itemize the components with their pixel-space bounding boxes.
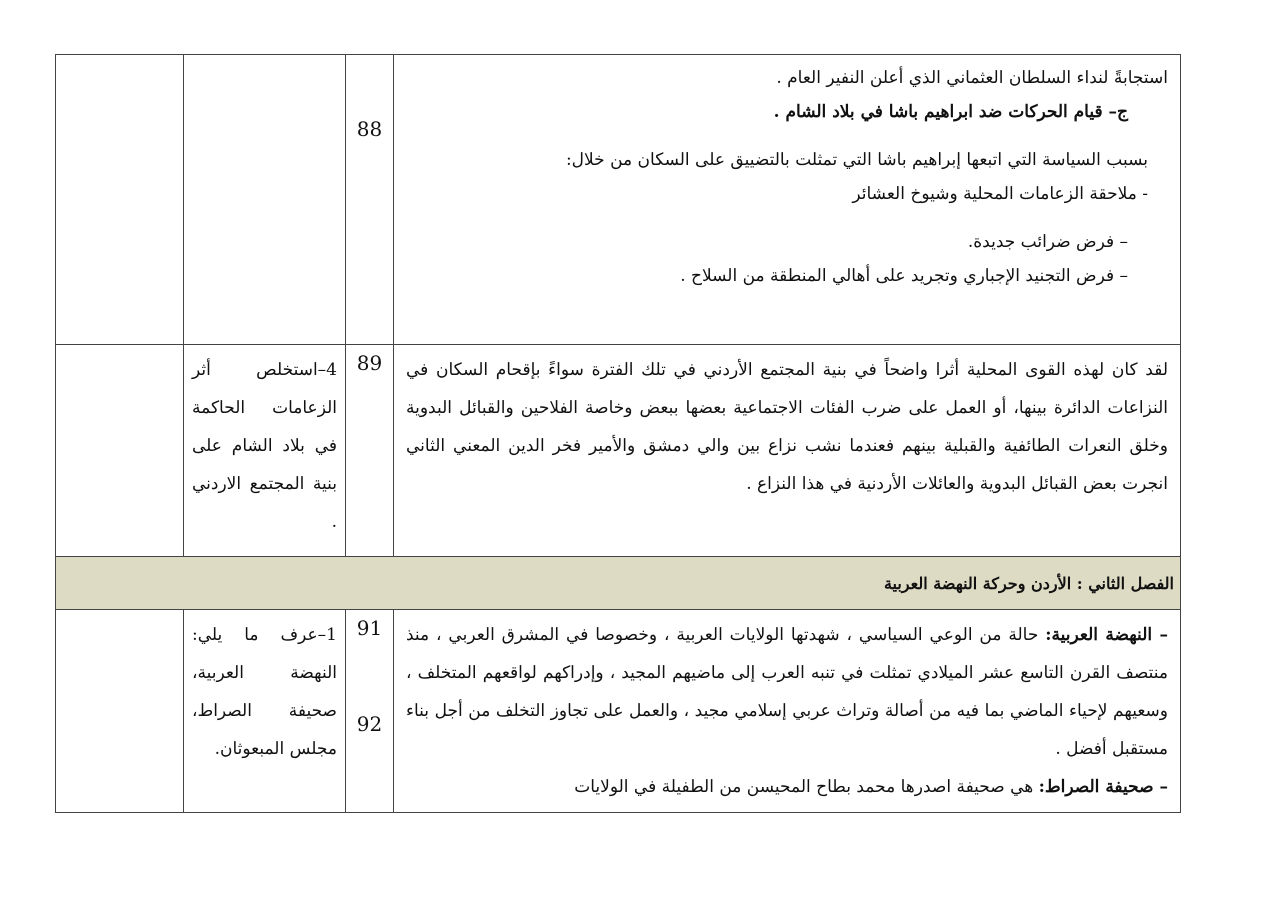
answer-bullet: - ملاحقة الزعامات المحلية وشيوخ العشائر: [852, 184, 1148, 204]
term-label: – صحيفة الصراط:: [1038, 777, 1168, 797]
content-table-ltr: [55, 54, 1181, 813]
answer-cell: [394, 55, 1181, 345]
page-number: 89: [356, 351, 383, 375]
answer-cell: [394, 345, 1181, 557]
blank-cell: [56, 610, 184, 813]
page-number: 91: [356, 616, 383, 640]
blank-cell: [56, 345, 184, 557]
term-definition: حالة من الوعي السياسي ، شهدتها الولايات العربية ، وخصوصا في المشرق العربي ، منذ منتصف القرن التاسع عشر الميلادي تمثلت في تنبه العرب إلى ماضيهم المجيد ، وإدراكهم لواقعهم المتخلف ، وسعيهم لإحياء الماضي بما فيه من أصالة وتراث عربي إسلامي مجيد ، والعمل على تجاوز التخلف من أجل بناء مستقبل أفضل .: [406, 625, 1168, 759]
answer-intro: بسبب السياسة التي اتبعها إبراهيم باشا التي تمثلت بالتضييق على السكان من خلال:: [565, 150, 1148, 170]
blank-cell: [56, 55, 184, 345]
question-text: [184, 55, 345, 67]
chapter-row: [56, 557, 1181, 610]
table-row: [56, 345, 1181, 557]
answer-bullet: – فرض ضرائب جديدة.: [967, 232, 1128, 252]
question-cell: [184, 610, 346, 813]
page-number-cell: [346, 55, 394, 345]
question-cell: [184, 55, 346, 345]
term-label: – النهضة العربية:: [1045, 625, 1168, 645]
answer-heading: ج– قيام الحركات ضد ابراهيم باشا في بلاد الشام .: [773, 102, 1128, 122]
answer-line: استجابةً لنداء السلطان العثماني الذي أعلن النفير العام .: [776, 68, 1168, 88]
term-definition: هي صحيفة اصدرها محمد بطاح المحيسن من الطفيلة في الولايات: [574, 777, 1039, 797]
page-number-cell: [346, 610, 394, 813]
table-row: [56, 55, 1181, 345]
page-number: 88: [356, 117, 383, 141]
answer-text: لقد كان لهذه القوى المحلية أثرا واضحاً في بنية المجتمع الأردني في تلك الفترة سواءً بإقحام السكان في النزاعات الدائرة بينها، أو العمل على ضرب الفئات الاجتماعية بعضها ببعض وخاصة الفلاحين والقبائل البدوية وخلق النعرات الطائفية والقبلية بينهم فعندما نشب نزاع بين والي دمشق والأمير فخر الدين المعني الثاني انجرت بعض القبائل البدوية والعائلات الأردنية في هذا النزاع .: [406, 360, 1168, 494]
page-number-cell: [346, 345, 394, 557]
answer-cell: [394, 610, 1181, 813]
chapter-title: الفصل الثاني : الأردن وحركة النهضة العربية: [56, 557, 1181, 610]
page-number: 92: [356, 712, 383, 736]
question-cell: [184, 345, 346, 557]
answer-bullet: – فرض التجنيد الإجباري وتجريد على أهالي المنطقة من السلاح .: [680, 266, 1128, 286]
question-text: 1–عرف ما يلي: النهضة العربية، صحيفة الصراط، مجلس المبعوثان.: [192, 625, 337, 759]
table-row: [56, 610, 1181, 813]
question-text: 4–استخلص أثر الزعامات الحاكمة في بلاد الشام على بنية المجتمع الاردني .: [192, 360, 337, 532]
